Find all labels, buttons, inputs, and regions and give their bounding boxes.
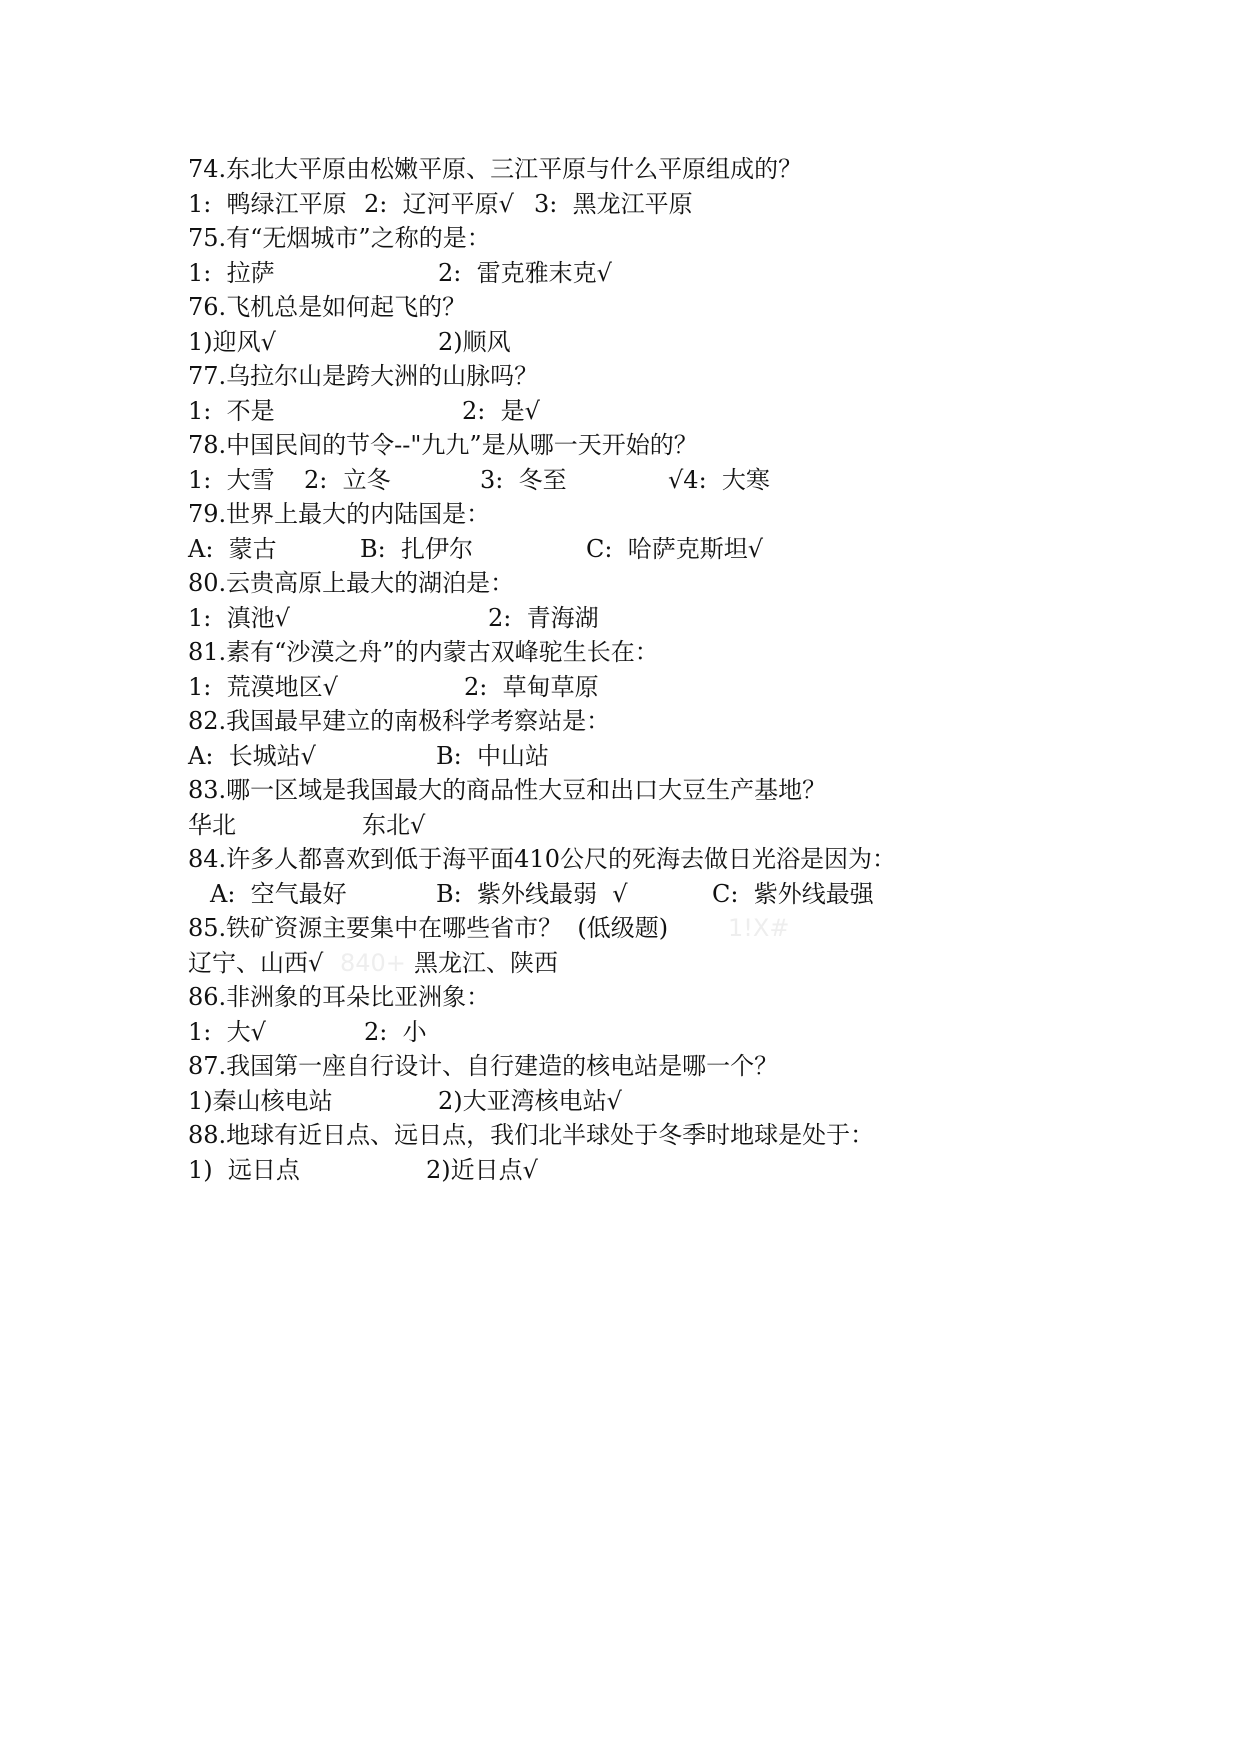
- option: 1)迎风√: [188, 327, 276, 356]
- option: 2)顺风: [438, 327, 511, 356]
- question-80: 80.云贵高原上最大的湖泊是：: [188, 569, 515, 597]
- option: 黑龙江、陕西: [414, 948, 558, 977]
- options-83: [188, 808, 1188, 843]
- options-82: [188, 739, 1188, 774]
- option: 2: 青海湖: [488, 603, 599, 632]
- options-80: [188, 601, 1188, 636]
- options-87: [188, 1084, 1188, 1119]
- options-79: [188, 532, 1188, 567]
- options-88: [188, 1153, 1188, 1188]
- option: A: 长城站√: [188, 741, 316, 770]
- options-76: [188, 325, 1188, 360]
- question-86: 86.非洲象的耳朵比亚洲象：: [188, 983, 491, 1011]
- watermark-text: 840+: [340, 948, 406, 977]
- options-78: [188, 463, 1188, 498]
- option: 2: 辽河平原√: [364, 189, 514, 218]
- option: 1: 滇池√: [188, 603, 290, 632]
- question-79: 79.世界上最大的内陆国是：: [188, 500, 491, 528]
- option: A: 空气最好: [210, 879, 347, 908]
- question-85-text: 85.铁矿资源主要集中在哪些省市？ (低级题): [188, 914, 669, 942]
- option: 东北√: [362, 810, 426, 839]
- question-83: 83.哪一区域是我国最大的商品性大豆和出口大豆生产基地？: [188, 776, 827, 804]
- option: 华北: [188, 810, 236, 839]
- option: 1: 不是: [188, 396, 275, 425]
- option: √4: 大寒: [668, 465, 770, 494]
- option: 3: 冬至: [480, 465, 567, 494]
- option: 2: 小: [364, 1017, 427, 1046]
- option: 1)秦山核电站: [188, 1086, 333, 1115]
- question-78: 78.中国民间的节令--"九九”是从哪一天开始的？: [188, 431, 698, 459]
- options-85: [188, 946, 1188, 981]
- option: 1: 拉萨: [188, 258, 275, 287]
- option: 1: 大雪: [188, 465, 275, 494]
- quiz-content: [188, 152, 1188, 1187]
- option: B: 中山站: [436, 741, 549, 770]
- option: 1: 大√: [188, 1017, 266, 1046]
- option: 2: 草甸草原: [464, 672, 599, 701]
- question-85: [188, 911, 1188, 946]
- option: 2: 立冬: [304, 465, 391, 494]
- option: 2)大亚湾核电站√: [438, 1086, 622, 1115]
- question-88: 88.地球有近日点、远日点，我们北半球处于冬季时地球是处于：: [188, 1121, 875, 1149]
- question-75: 75.有“无烟城市”之称的是：: [188, 224, 491, 252]
- options-77: [188, 394, 1188, 429]
- option: 2: 雷克雅末克√: [438, 258, 612, 287]
- question-76: 76.飞机总是如何起飞的？: [188, 293, 467, 321]
- option: 1: 鸭绿江平原: [188, 189, 347, 218]
- question-87: 87.我国第一座自行设计、自行建造的核电站是哪一个？: [188, 1052, 779, 1080]
- question-77: 77.乌拉尔山是跨大洲的山脉吗？: [188, 362, 539, 390]
- question-84: 84.许多人都喜欢到低于海平面410公尺的死海去做日光浴是因为：: [188, 845, 896, 873]
- option: 1) 远日点: [188, 1155, 300, 1184]
- question-82: 82.我国最早建立的南极科学考察站是：: [188, 707, 611, 735]
- option: 1: 荒漠地区√: [188, 672, 338, 701]
- watermark-text: 1!X#: [728, 914, 790, 942]
- option: A: 蒙古: [188, 534, 277, 563]
- option: C: 紫外线最强: [712, 879, 874, 908]
- option: 3: 黑龙江平原: [534, 189, 693, 218]
- options-84: [188, 877, 1188, 912]
- question-81: 81.素有“沙漠之舟”的内蒙古双峰驼生长在：: [188, 638, 659, 666]
- option: B: 紫外线最弱 √: [436, 879, 628, 908]
- option: C: 哈萨克斯坦√: [586, 534, 763, 563]
- option: B: 扎伊尔: [360, 534, 473, 563]
- options-86: [188, 1015, 1188, 1050]
- options-75: [188, 256, 1188, 291]
- options-74: [188, 187, 1188, 222]
- question-74: 74.东北大平原由松嫩平原、三江平原与什么平原组成的？: [188, 155, 803, 183]
- option: 辽宁、山西√: [188, 948, 324, 977]
- option: 2)近日点√: [426, 1155, 538, 1184]
- option: 2: 是√: [462, 396, 540, 425]
- options-81: [188, 670, 1188, 705]
